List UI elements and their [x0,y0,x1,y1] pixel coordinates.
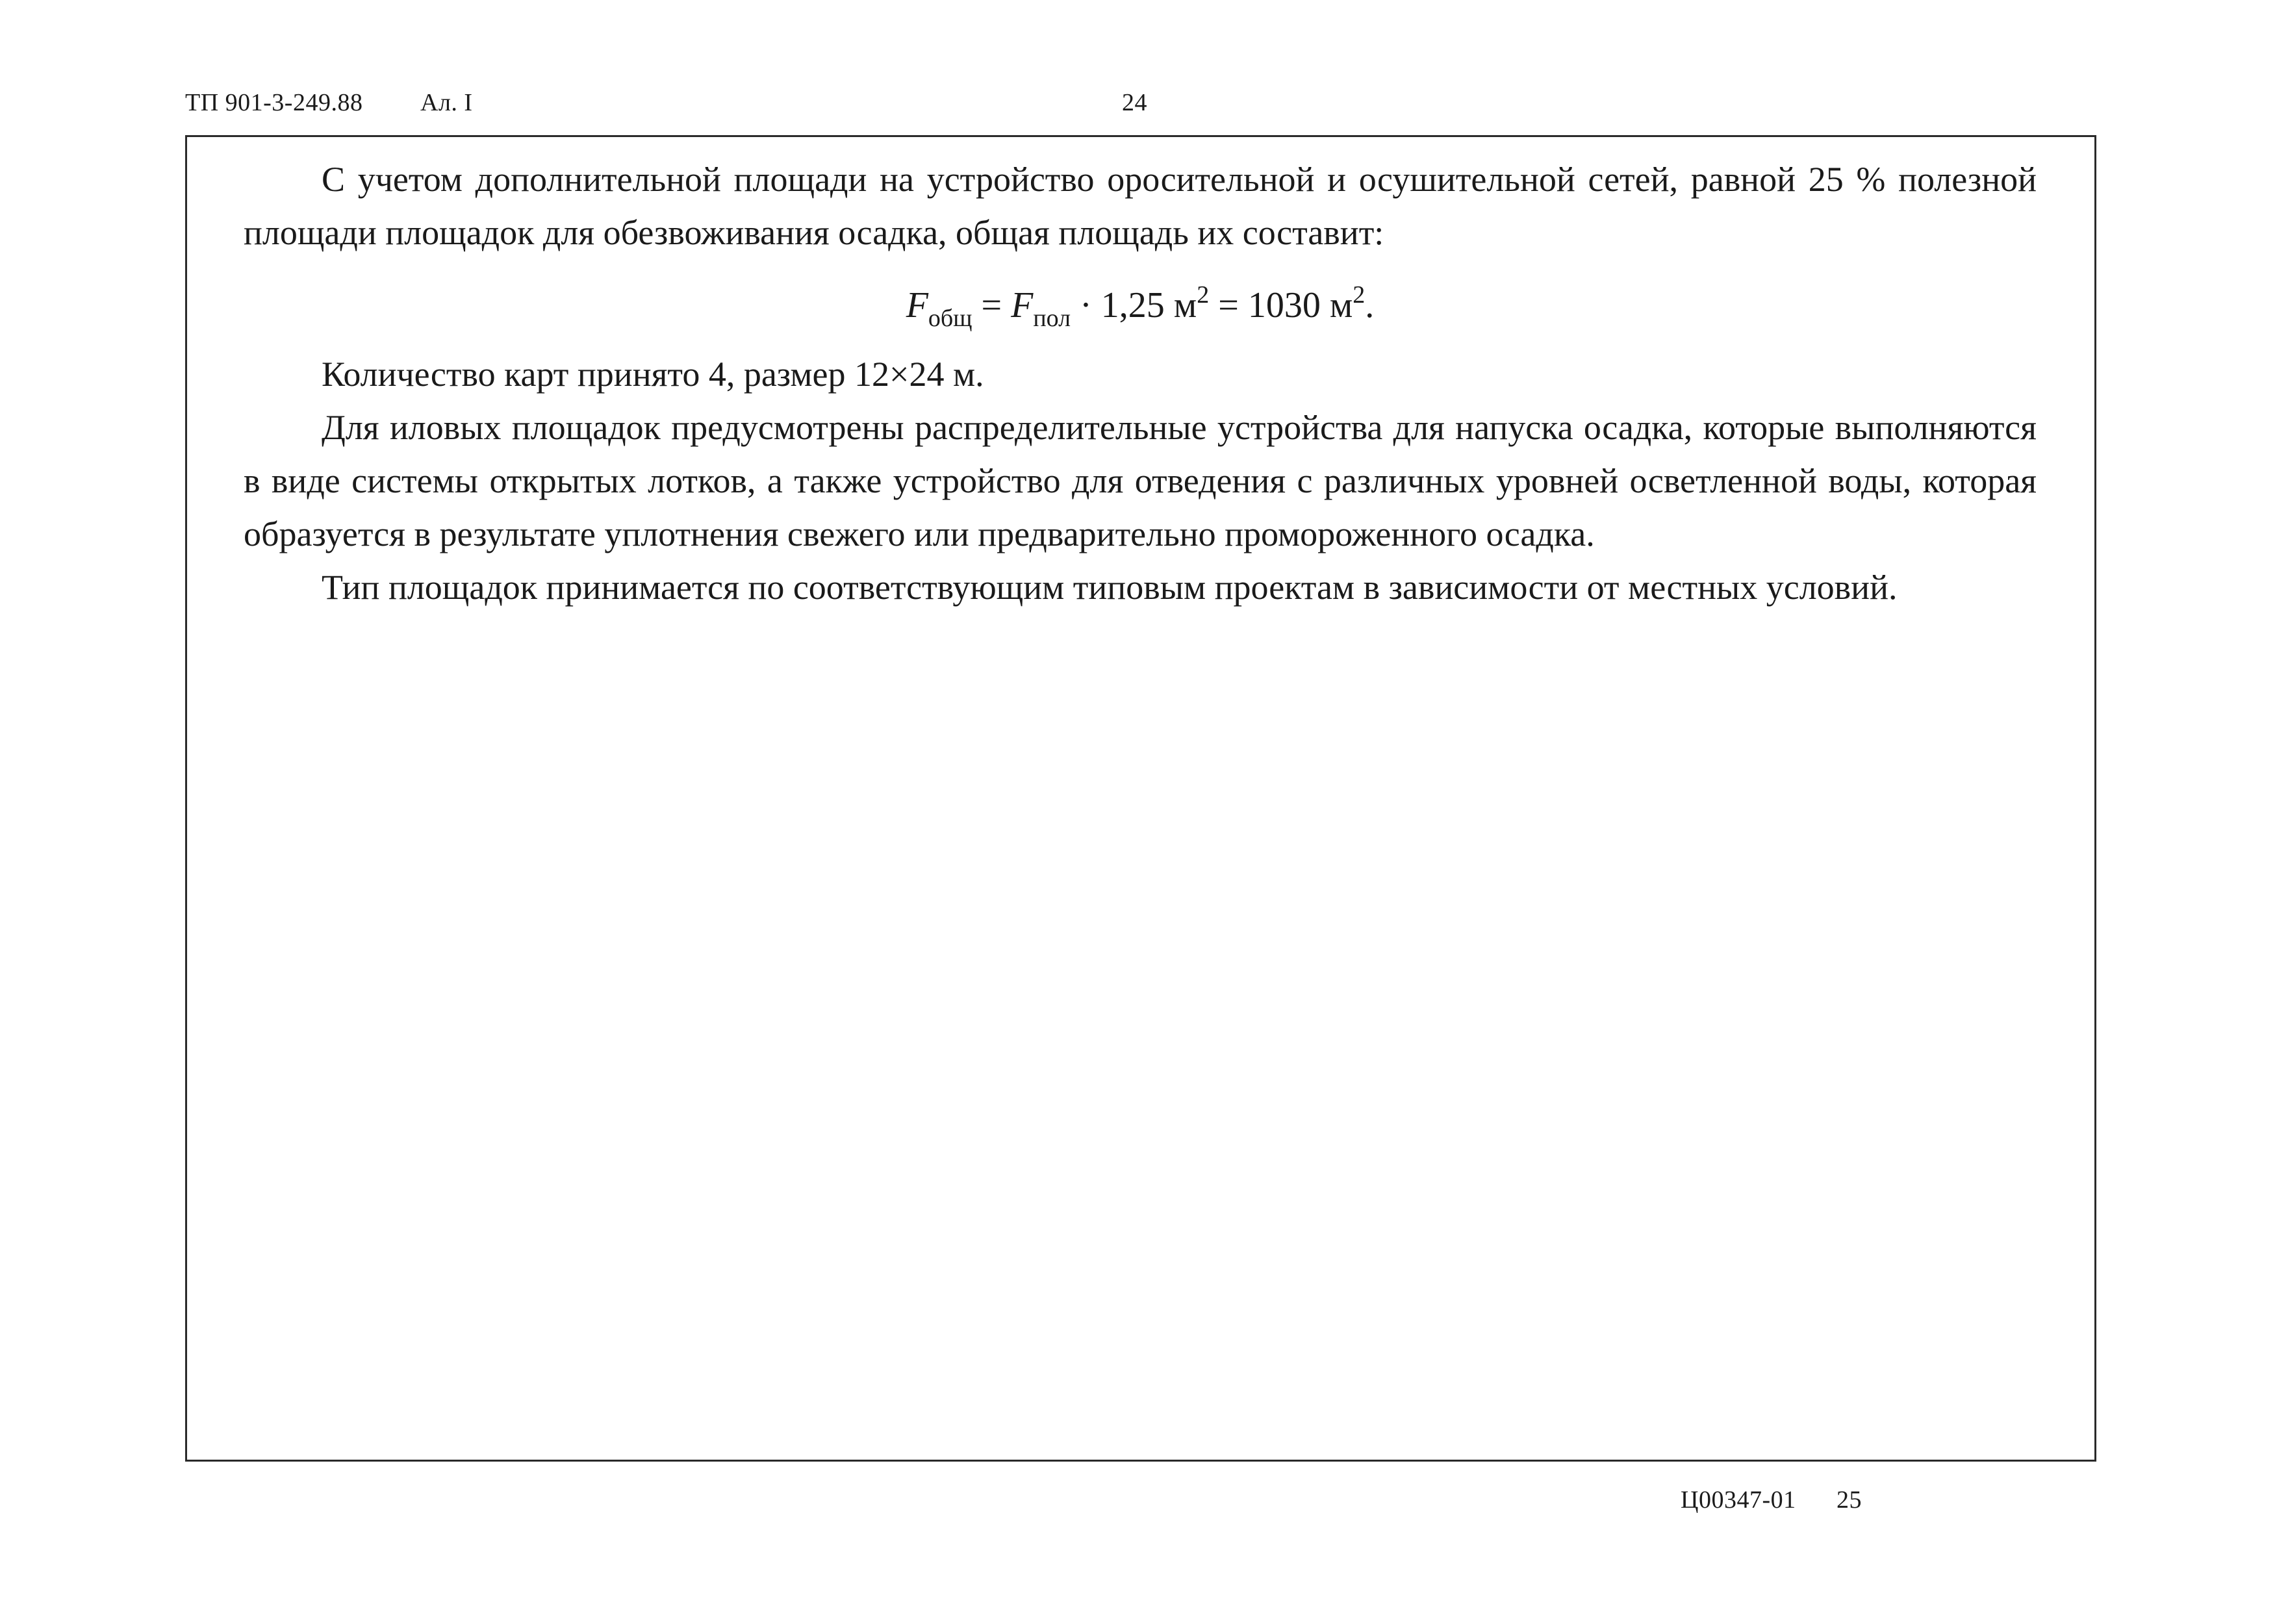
paragraph-additional-area: С учетом дополнительной площади на устройство оросительной и осушительной сетей, равной 25 % полезной площади площадок для обезвоживания осадка, общая площадь их составит: [244,160,2037,252]
formula-equals: = [981,285,1002,325]
formula-period: . [1365,285,1375,325]
paragraph-card-count: Количество карт принято 4, размер 12×24 м. [322,355,984,394]
footer-number: 25 [1837,1486,1862,1514]
area-formula [244,276,2037,335]
paragraph-site-type: Тип площадок принимается по соответствующим типовым проектам в зависимости от местных условий. [322,568,1898,607]
formula-rhs-var: F [1011,285,1034,325]
document-body [244,153,2037,614]
formula-rhs-sub: пол [1033,305,1071,332]
formula-exponent-2: 2 [1353,281,1366,309]
formula-lhs-var: F [906,285,928,325]
footer-code: Ц00347-01 [1681,1486,1796,1514]
paragraph-distribution-devices: Для иловых площадок предусмотрены распределительные устройства для напуска осадка, которые выполняются в виде системы открытых лотков, а также устройство для отведения с различных уровней осветленной воды, которая образуется в результате уплотнения свежего или предварительно промороженного осадка. [244,408,2037,553]
sheet-label: Ал. I [420,89,473,116]
formula-exponent-1: 2 [1197,281,1210,309]
formula-lhs-sub: общ [928,305,972,332]
formula-result: = 1030 м [1218,285,1353,325]
formula-multiplier: · 1,25 м [1080,285,1197,325]
page-number: 24 [1122,89,1147,116]
document-code: ТП 901-3-249.88 [185,89,363,116]
